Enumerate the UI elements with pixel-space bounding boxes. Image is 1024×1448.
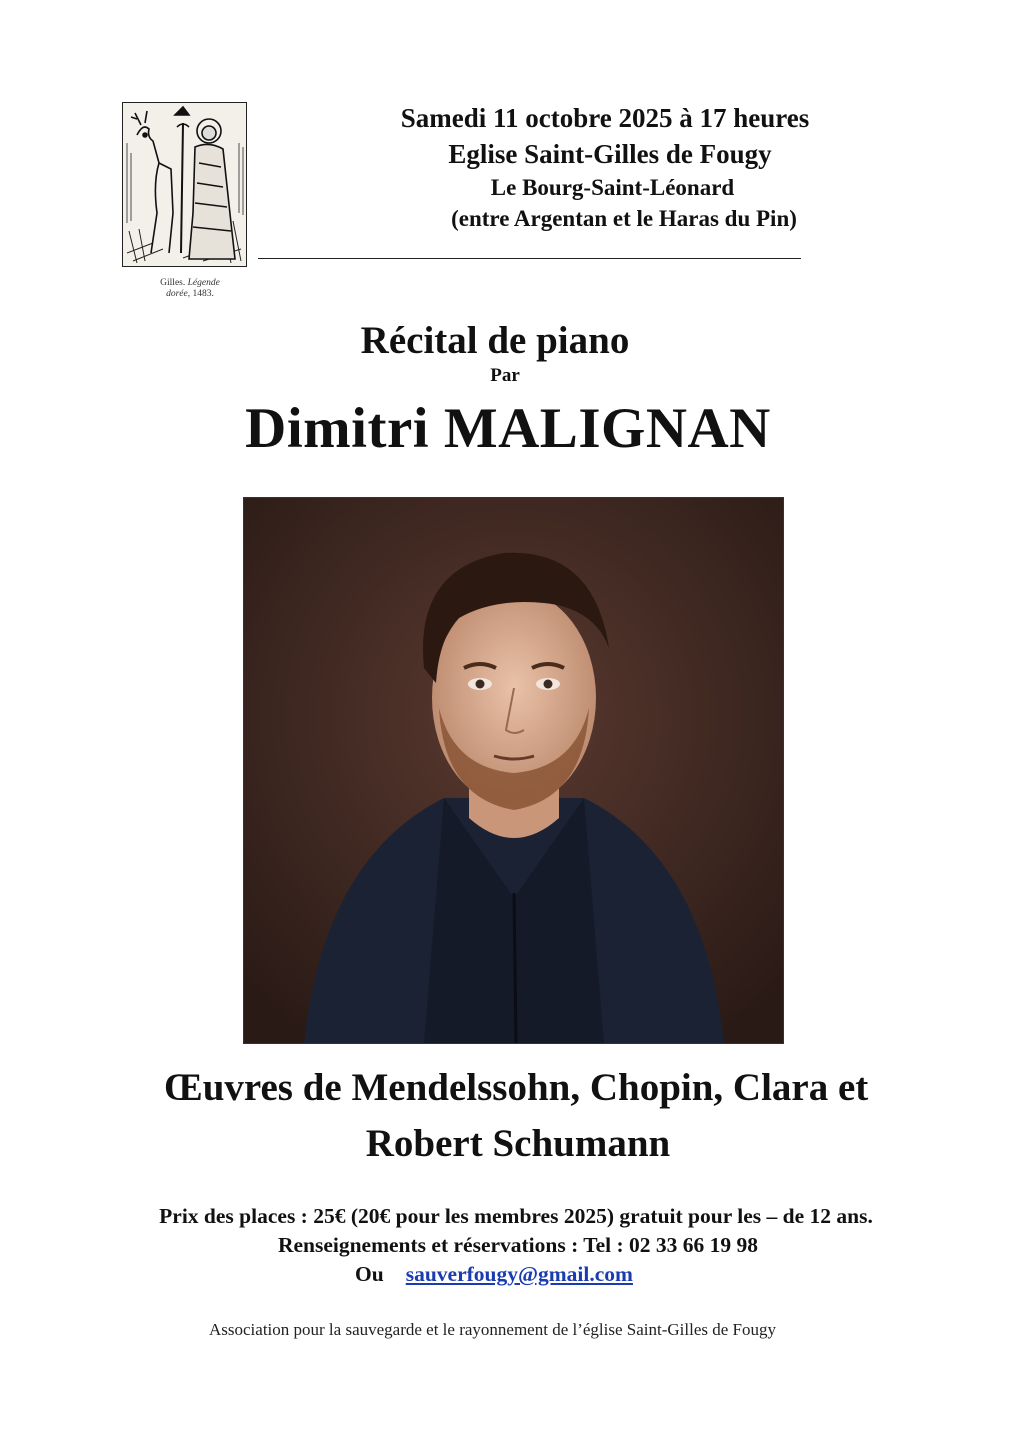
email-line <box>16 1260 972 1289</box>
caption-italic-legend: Légende <box>187 278 220 288</box>
saint-gilles-woodcut-icon <box>122 102 247 267</box>
event-church: Eglise Saint-Gilles de Fougy <box>448 139 772 169</box>
association-footer: Association pour la sauvegarde et le rayonnement de l’église Saint-Gilles de Fougy <box>209 1320 776 1339</box>
reservation-line: Renseignements et réservations : Tel : 02 33 66 19 98 <box>277 1233 759 1257</box>
or-label: Ou <box>355 1262 384 1286</box>
woodcut-caption <box>140 278 240 300</box>
program-works <box>60 1060 972 1172</box>
ticket-info <box>60 1202 972 1289</box>
event-by: Par <box>490 365 520 386</box>
caption-year: , 1483. <box>187 289 214 299</box>
works-line-1: Œuvres de Mendelssohn, Chopin, Clara et <box>163 1066 869 1109</box>
event-header <box>330 100 880 235</box>
caption-name: Gilles. <box>160 278 188 288</box>
event-place: Le Bourg-Saint-Léonard <box>490 175 735 200</box>
header-divider <box>258 258 801 259</box>
event-title: Récital de piano <box>360 319 630 362</box>
email-link[interactable]: sauverfougy@gmail.com <box>405 1262 633 1286</box>
event-location-note: (entre Argentan et le Haras du Pin) <box>451 206 797 231</box>
event-date: Samedi 11 octobre 2025 à 17 heures <box>400 103 810 133</box>
price-line: Prix des places : 25€ (20€ pour les membres 2025) gratuit pour les – de 12 ans. <box>159 1204 873 1228</box>
caption-italic-doree: dorée <box>166 289 188 299</box>
works-line-2: Robert Schumann <box>365 1122 671 1165</box>
pianist-portrait-icon <box>243 497 784 1044</box>
artist-name: Dimitri MALIGNAN <box>245 397 771 460</box>
